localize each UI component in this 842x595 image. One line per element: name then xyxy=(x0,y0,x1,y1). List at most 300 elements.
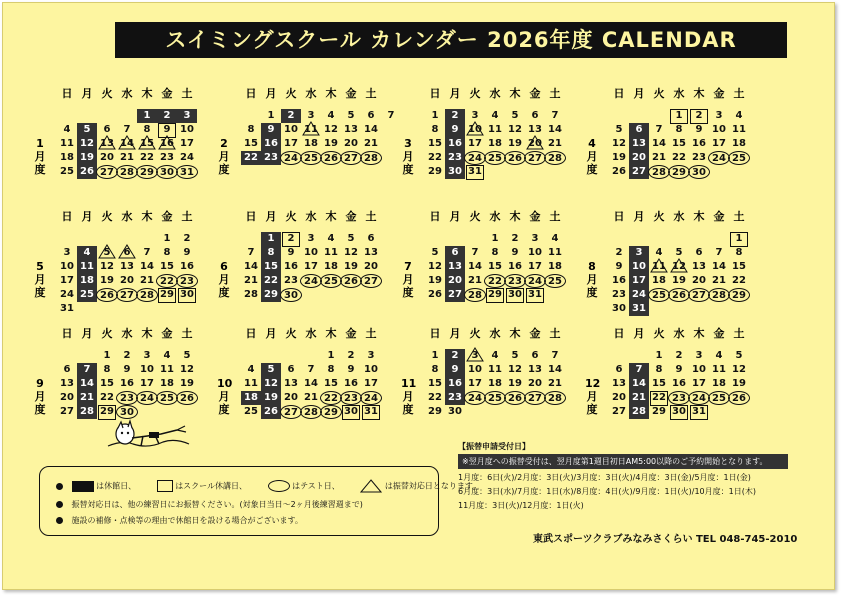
day-cell xyxy=(689,123,709,137)
day-cell xyxy=(281,274,301,288)
day-number: 24 xyxy=(468,393,482,404)
day-number: 23 xyxy=(344,393,358,404)
day-cell xyxy=(465,137,485,151)
day-number: 11 xyxy=(712,364,726,375)
day-number: 20 xyxy=(632,152,646,163)
day-number: 24 xyxy=(528,276,542,287)
day-cell xyxy=(609,123,629,137)
day-number: 19 xyxy=(672,275,686,286)
day-cell xyxy=(505,137,525,151)
day-number: 5 xyxy=(735,350,743,361)
day-number: 31 xyxy=(180,167,194,178)
weekday-label: 金 xyxy=(161,210,173,223)
day-number: 20 xyxy=(344,138,358,149)
weekday-label: 火 xyxy=(285,87,297,100)
day-number: 25 xyxy=(712,393,726,404)
month-calendar xyxy=(585,208,745,328)
month-calendar xyxy=(217,208,377,328)
day-number: 5 xyxy=(511,110,519,121)
day-cell xyxy=(301,391,321,405)
day-number: 16 xyxy=(692,138,706,149)
day-cell xyxy=(649,274,669,288)
day-number: 19 xyxy=(324,138,338,149)
day-cell xyxy=(465,377,485,391)
day-number: 11 xyxy=(304,124,318,135)
day-cell xyxy=(609,288,629,302)
day-cell xyxy=(629,405,649,419)
day-number: 2 xyxy=(287,110,295,121)
day-cell xyxy=(176,274,198,288)
day-cell xyxy=(485,288,505,302)
day-number: 19 xyxy=(428,275,442,286)
day-number: 27 xyxy=(632,166,646,177)
day-number: 15 xyxy=(140,138,154,149)
weekday-label: 木 xyxy=(509,327,521,340)
day-number: 13 xyxy=(448,261,462,272)
day-cell xyxy=(445,377,465,391)
day-number: 21 xyxy=(120,152,134,163)
day-number: 20 xyxy=(692,275,706,286)
day-cell xyxy=(524,391,546,405)
day-cell xyxy=(97,274,117,288)
day-cell xyxy=(321,363,341,377)
day-number: 28 xyxy=(548,393,562,404)
day-cell xyxy=(241,123,261,137)
day-cell xyxy=(425,165,445,179)
notice-line: 11月度：3日(火)/12月度：1日(火) xyxy=(458,501,584,510)
day-cell xyxy=(341,137,361,151)
day-number: 20 xyxy=(120,275,134,286)
month-label: 11月度 xyxy=(401,377,417,416)
day-number: 29 xyxy=(140,167,154,178)
day-cell xyxy=(729,377,749,391)
day-number: 14 xyxy=(80,378,94,389)
weekday-label: 火 xyxy=(101,327,113,340)
day-number: 24 xyxy=(60,289,74,300)
day-number: 11 xyxy=(160,364,174,375)
day-cell xyxy=(261,232,281,246)
weekday-label: 水 xyxy=(121,327,133,340)
day-number: 28 xyxy=(80,406,94,417)
weekday-label: 金 xyxy=(529,327,541,340)
day-number: 21 xyxy=(244,275,258,286)
day-cell xyxy=(137,246,157,260)
day-cell xyxy=(525,109,545,123)
day-cell xyxy=(545,137,565,151)
day-cell xyxy=(241,405,261,419)
weekday-label: 火 xyxy=(653,87,665,100)
weekday-label: 水 xyxy=(489,210,501,223)
day-cell xyxy=(425,123,445,137)
day-number: 17 xyxy=(692,378,706,389)
legend-lesson-off-text: はスクール休講日、 xyxy=(175,481,248,491)
day-cell xyxy=(241,274,261,288)
day-number: 24 xyxy=(692,393,706,404)
day-number: 14 xyxy=(712,261,726,272)
day-cell xyxy=(649,377,669,391)
day-number: 10 xyxy=(468,364,482,375)
day-cell xyxy=(177,349,197,363)
day-number: 27 xyxy=(448,289,462,300)
day-cell xyxy=(729,123,749,137)
day-cell xyxy=(57,165,77,179)
day-number: 21 xyxy=(548,378,562,389)
day-number: 25 xyxy=(244,406,258,417)
day-number: 18 xyxy=(244,392,258,403)
weekday-label: 土 xyxy=(181,87,193,100)
day-cell xyxy=(708,391,730,405)
day-cell xyxy=(545,246,565,260)
day-cell xyxy=(465,363,485,377)
weekday-header xyxy=(425,208,565,222)
day-cell xyxy=(609,363,629,377)
weekday-label: 水 xyxy=(305,87,317,100)
day-cell xyxy=(669,349,689,363)
month-calendar xyxy=(217,325,377,445)
day-number: 21 xyxy=(548,138,562,149)
day-number: 18 xyxy=(304,138,318,149)
day-cell xyxy=(445,260,465,274)
day-cell xyxy=(361,260,381,274)
weekday-label: 金 xyxy=(345,87,357,100)
day-number: 17 xyxy=(180,138,194,149)
day-cell xyxy=(688,165,710,179)
day-cell xyxy=(464,151,486,165)
day-cell xyxy=(669,274,689,288)
weekday-label: 木 xyxy=(141,327,153,340)
weekday-label: 月 xyxy=(265,210,277,223)
day-number: 27 xyxy=(120,290,134,301)
day-cell xyxy=(445,137,465,151)
day-cell xyxy=(177,363,197,377)
day-grid xyxy=(609,109,749,209)
day-number: 4 xyxy=(327,110,335,121)
closed-day-swatch xyxy=(72,481,94,492)
day-number: 17 xyxy=(468,138,482,149)
day-number: 9 xyxy=(287,247,295,258)
day-number: 10 xyxy=(180,124,194,135)
day-number: 9 xyxy=(451,124,459,135)
day-cell xyxy=(301,363,321,377)
day-number: 9 xyxy=(451,364,459,375)
day-number: 10 xyxy=(364,364,378,375)
day-cell xyxy=(629,123,649,137)
day-number: 23 xyxy=(120,393,134,404)
day-number: 12 xyxy=(80,138,94,149)
day-number: 8 xyxy=(103,364,111,375)
day-cell xyxy=(241,151,261,165)
day-cell xyxy=(689,405,709,419)
day-cell xyxy=(97,349,117,363)
day-number: 6 xyxy=(367,233,375,244)
day-cell xyxy=(96,165,118,179)
day-number: 22 xyxy=(488,276,502,287)
day-cell xyxy=(177,137,197,151)
day-number: 5 xyxy=(347,110,355,121)
day-cell xyxy=(300,151,322,165)
day-number: 12 xyxy=(264,378,278,389)
weekday-label: 水 xyxy=(121,87,133,100)
day-cell xyxy=(281,377,301,391)
day-cell xyxy=(709,377,729,391)
day-cell xyxy=(425,246,445,260)
weekday-label: 月 xyxy=(81,87,93,100)
day-number: 2 xyxy=(675,350,683,361)
day-number: 27 xyxy=(528,153,542,164)
day-cell xyxy=(649,151,669,165)
day-number: 2 xyxy=(347,350,355,361)
day-number: 29 xyxy=(428,406,442,417)
day-cell xyxy=(97,260,117,274)
day-cell xyxy=(321,109,341,123)
legend-closed-text: は休館日、 xyxy=(96,481,137,491)
weekday-label: 土 xyxy=(365,327,377,340)
weekday-label: 金 xyxy=(529,87,541,100)
day-cell xyxy=(545,363,565,377)
legend-line-3: 施設の補修・点検等の理由で休館日を設ける場合がございます。 xyxy=(56,515,303,526)
day-cell xyxy=(609,274,629,288)
day-number: 29 xyxy=(324,407,338,418)
weekday-label: 月 xyxy=(265,87,277,100)
day-cell xyxy=(77,151,97,165)
day-cell xyxy=(629,165,649,179)
day-cell xyxy=(465,123,485,137)
day-number: 3 xyxy=(635,247,643,258)
day-number: 8 xyxy=(655,364,663,375)
day-cell xyxy=(629,391,649,405)
day-number: 17 xyxy=(528,261,542,272)
day-cell xyxy=(729,260,749,274)
day-number: 10 xyxy=(284,124,298,135)
day-number: 29 xyxy=(652,406,666,417)
day-number: 18 xyxy=(548,261,562,272)
day-cell xyxy=(361,109,381,123)
day-number: 5 xyxy=(511,350,519,361)
day-number: 5 xyxy=(431,247,439,258)
day-cell xyxy=(320,405,342,419)
day-number: 27 xyxy=(344,153,358,164)
day-number: 21 xyxy=(632,392,646,403)
day-cell xyxy=(177,260,197,274)
weekday-label: 木 xyxy=(325,210,337,223)
day-cell xyxy=(545,109,565,123)
day-cell xyxy=(57,137,77,151)
weekday-label: 日 xyxy=(429,327,441,340)
day-cell xyxy=(280,405,302,419)
day-number: 10 xyxy=(712,124,726,135)
day-cell xyxy=(708,151,730,165)
day-number: 22 xyxy=(732,275,746,286)
day-number: 17 xyxy=(468,378,482,389)
weekday-label: 日 xyxy=(613,87,625,100)
day-cell xyxy=(524,151,546,165)
weekday-label: 火 xyxy=(285,327,297,340)
day-number: 29 xyxy=(264,289,278,300)
day-number: 27 xyxy=(284,407,298,418)
day-number: 28 xyxy=(548,153,562,164)
weekday-label: 日 xyxy=(429,210,441,223)
day-number: 14 xyxy=(304,378,318,389)
day-number: 29 xyxy=(672,167,686,178)
day-number: 8 xyxy=(247,124,255,135)
weekday-label: 火 xyxy=(469,87,481,100)
day-number: 12 xyxy=(672,261,686,272)
day-number: 10 xyxy=(692,364,706,375)
calendar-sheet xyxy=(2,2,835,590)
day-number: 7 xyxy=(247,247,255,258)
day-number: 24 xyxy=(364,393,378,404)
day-cell xyxy=(341,123,361,137)
day-cell xyxy=(321,123,341,137)
day-number: 26 xyxy=(324,153,338,164)
day-cell xyxy=(77,405,97,419)
day-cell xyxy=(320,151,342,165)
day-cell xyxy=(425,260,445,274)
month-label: 6月度 xyxy=(218,260,230,299)
day-cell xyxy=(525,137,545,151)
weekday-label: 土 xyxy=(181,210,193,223)
day-number: 13 xyxy=(528,364,542,375)
day-number: 15 xyxy=(324,378,338,389)
weekday-label: 土 xyxy=(549,210,561,223)
day-cell xyxy=(281,232,301,246)
day-cell xyxy=(321,260,341,274)
weekday-label: 水 xyxy=(121,210,133,223)
day-number: 6 xyxy=(451,247,459,258)
day-cell xyxy=(117,260,137,274)
day-number: 15 xyxy=(428,378,442,389)
day-cell xyxy=(261,246,281,260)
day-cell xyxy=(609,246,629,260)
day-cell xyxy=(340,391,362,405)
day-number: 27 xyxy=(60,406,74,417)
day-number: 16 xyxy=(612,275,626,286)
weekday-label: 火 xyxy=(653,327,665,340)
day-cell xyxy=(728,151,750,165)
day-cell xyxy=(445,349,465,363)
day-cell xyxy=(301,123,321,137)
day-number: 9 xyxy=(163,124,171,135)
day-cell xyxy=(157,288,177,302)
day-number: 21 xyxy=(712,275,726,286)
day-cell xyxy=(425,288,445,302)
day-cell xyxy=(261,151,281,165)
day-cell xyxy=(177,288,197,302)
day-cell xyxy=(340,151,362,165)
day-number: 26 xyxy=(264,406,278,417)
day-number: 27 xyxy=(364,276,378,287)
day-cell xyxy=(465,246,485,260)
day-cell xyxy=(281,123,301,137)
weekday-label: 日 xyxy=(613,210,625,223)
day-number: 28 xyxy=(244,289,258,300)
day-cell xyxy=(301,232,321,246)
day-number: 3 xyxy=(367,350,375,361)
day-number: 25 xyxy=(304,153,318,164)
day-cell xyxy=(321,246,341,260)
day-cell xyxy=(505,260,525,274)
day-number: 19 xyxy=(508,138,522,149)
day-cell xyxy=(137,151,157,165)
weekday-label: 水 xyxy=(673,210,685,223)
day-cell xyxy=(485,260,505,274)
day-number: 31 xyxy=(468,166,482,177)
day-number: 11 xyxy=(324,247,338,258)
day-number: 21 xyxy=(80,392,94,403)
day-number: 29 xyxy=(428,166,442,177)
day-cell xyxy=(545,123,565,137)
notice-line: 6月度：3日(水)/7月度：1日(水)/8月度：4日(火)/9月度：1日(火)/10月度：1日(木) xyxy=(458,487,756,496)
day-cell xyxy=(281,109,301,123)
day-number: 18 xyxy=(652,275,666,286)
day-number: 16 xyxy=(672,378,686,389)
day-number: 11 xyxy=(548,247,562,258)
day-cell xyxy=(177,232,197,246)
weekday-label: 土 xyxy=(365,87,377,100)
day-cell xyxy=(669,260,689,274)
weekday-label: 水 xyxy=(305,327,317,340)
day-cell xyxy=(117,274,137,288)
day-number: 20 xyxy=(528,138,542,149)
day-cell xyxy=(629,302,649,316)
day-cell xyxy=(505,349,525,363)
day-cell xyxy=(425,391,445,405)
day-cell xyxy=(241,137,261,151)
day-number: 18 xyxy=(60,152,74,163)
day-number: 21 xyxy=(468,275,482,286)
day-cell xyxy=(505,363,525,377)
day-number: 22 xyxy=(140,152,154,163)
day-number: 7 xyxy=(715,247,723,258)
day-cell xyxy=(609,405,629,419)
day-number: 29 xyxy=(100,406,114,417)
day-number: 2 xyxy=(163,110,171,121)
day-number: 30 xyxy=(180,289,194,300)
day-cell xyxy=(281,363,301,377)
day-number: 23 xyxy=(180,276,194,287)
day-number: 19 xyxy=(344,261,358,272)
weekday-header xyxy=(241,208,381,222)
day-cell xyxy=(301,137,321,151)
weekday-label: 金 xyxy=(713,87,725,100)
day-cell xyxy=(360,151,382,165)
day-cell xyxy=(57,246,77,260)
weekday-header xyxy=(609,208,749,222)
day-grid xyxy=(57,109,197,209)
day-number: 9 xyxy=(511,247,519,258)
day-cell xyxy=(485,232,505,246)
day-cell xyxy=(525,363,545,377)
day-cell xyxy=(709,274,729,288)
day-number: 10 xyxy=(528,247,542,258)
day-number: 18 xyxy=(488,138,502,149)
weekday-label: 月 xyxy=(633,210,645,223)
day-cell xyxy=(360,274,382,288)
weekday-label: 月 xyxy=(449,327,461,340)
day-cell xyxy=(729,246,749,260)
day-number: 24 xyxy=(304,276,318,287)
day-cell xyxy=(117,363,137,377)
notice-heading: 【振替申請受付日】 xyxy=(458,442,530,451)
day-number: 12 xyxy=(344,247,358,258)
weekday-label: 火 xyxy=(469,210,481,223)
day-cell xyxy=(709,349,729,363)
day-cell xyxy=(361,349,381,363)
day-cell xyxy=(544,151,566,165)
weekday-label: 土 xyxy=(549,327,561,340)
day-cell xyxy=(156,165,178,179)
weekday-label: 水 xyxy=(489,327,501,340)
